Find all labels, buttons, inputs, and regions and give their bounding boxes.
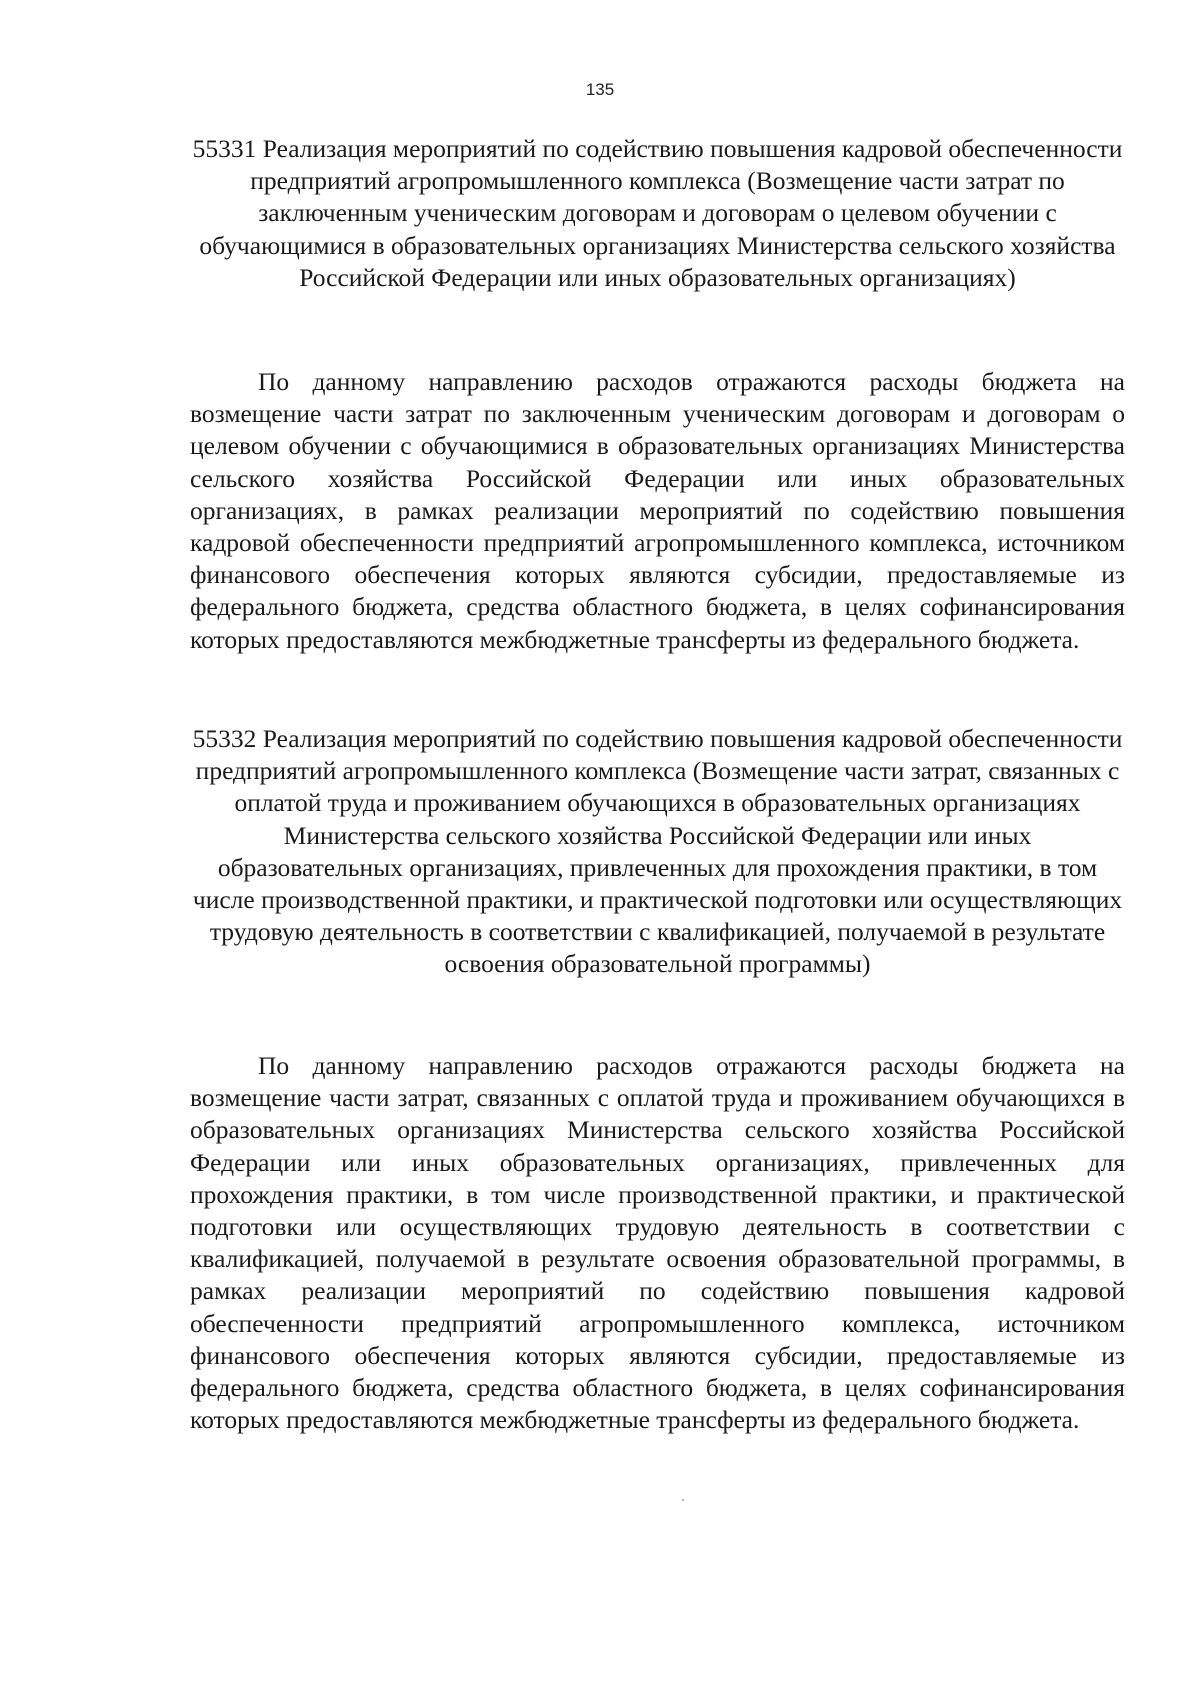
section-body-55332: По данному направлению расходов отражаются расходы бюджета на возмещение части затрат, связанных с оплатой труда и проживанием обучающихся в образовательных организациях Министерства сельского хозяйства Российской Федерации или иных образовательных организациях, привлеченных для прохождения практики, в том числе производственной практики, и практической подготовки или осуществляющих трудовую деятельность в соответствии с квалификацией, получаемой в результате освоения образовательной программы, в рамках реализации мероприятий по содействию повышения кадровой обеспеченности предприятий агропромышленного комплекса, источником финансового обеспечения которых являются субсидии, предоставляемые из федерального бюджета, средства областного бюджета, в целях софинансирования которых предоставляются межбюджетные трансферты из федерального бюджета. [190, 1051, 1125, 1435]
section-heading-55332: 55332 Реализация мероприятий по содействию повышения кадровой обеспеченности предприятий агропромышленного комплекса (Возмещение части затрат, связанных с оплатой труда и проживанием обучающихся в образовательных организациях Министерства сельского хозяйства Российской Федерации или иных образовательных организациях, привлеченных для прохождения практики, в том числе производственной практики, и практической подготовки или осуществляющих трудовую деятельность в соответствии с квалификацией, получаемой в результате освоения образовательной программы) [192, 724, 1123, 979]
scan-speck [682, 1499, 684, 1501]
section-body-55331: По данному направлению расходов отражаются расходы бюджета на возмещение части затрат по заключенным ученическим договорам и договорам о целевом обучении с обучающимися в образовательных организациях Министерства сельского хозяйства Российской Федерации или иных образовательных организациях, в рамках реализации мероприятий по содействию повышения кадровой обеспеченности предприятий агропромышленного комплекса, источником финансового обеспечения которых являются субсидии, предоставляемые из федерального бюджета, средства областного бюджета, в целях софинансирования которых предоставляются межбюджетные трансферты из федерального бюджета. [190, 367, 1125, 654]
section-heading-55331: 55331 Реализация мероприятий по содействию повышения кадровой обеспеченности предприятий агропромышленного комплекса (Возмещение части затрат по заключенным ученическим договорам и договорам о целевом обучении с обучающимися в образовательных организациях Министерства сельского хозяйства Российской Федерации или иных образовательных организациях) [192, 134, 1123, 292]
page-number: 135 [585, 80, 615, 99]
